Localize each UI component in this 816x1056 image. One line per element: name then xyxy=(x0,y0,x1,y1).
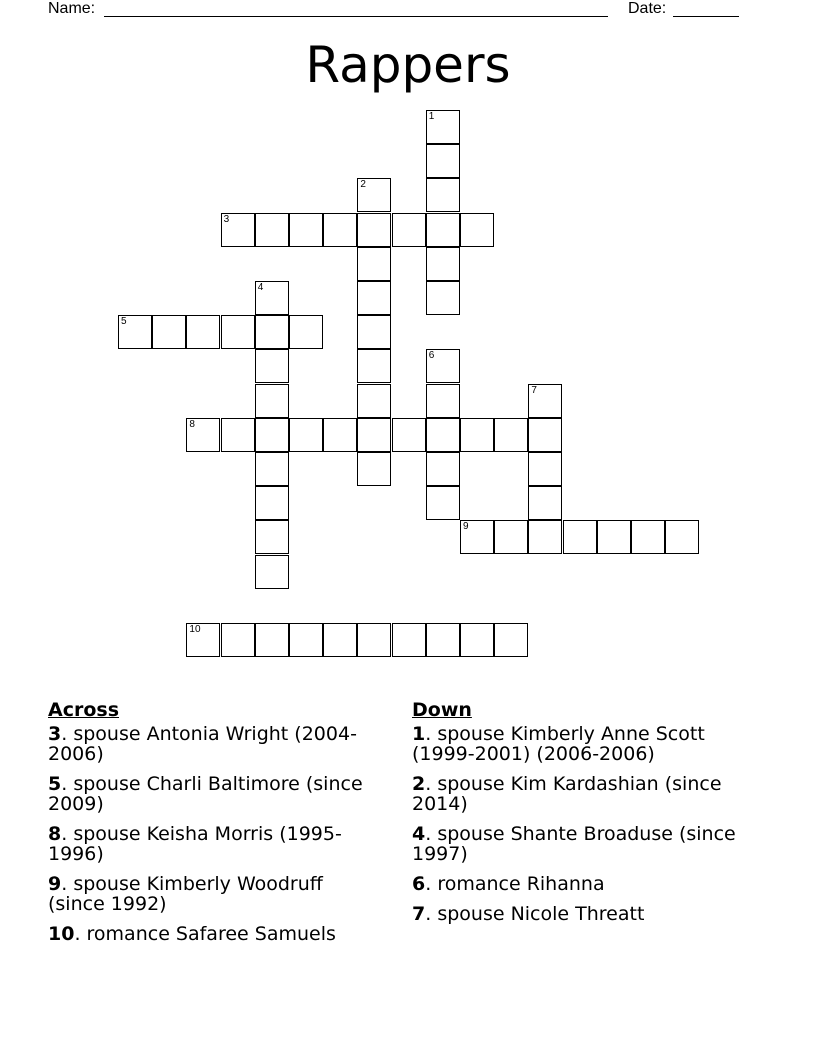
grid-cell[interactable] xyxy=(528,520,562,554)
grid-cell[interactable] xyxy=(255,486,289,520)
clue-number: 3 xyxy=(223,213,230,225)
down-clues xyxy=(412,700,752,934)
clue-number: 4 xyxy=(257,282,264,293)
clue-number: 2 xyxy=(360,179,366,191)
grid-cell[interactable] xyxy=(528,452,562,486)
clue-item-number: 7 xyxy=(412,903,426,925)
grid-cell[interactable] xyxy=(597,520,631,554)
grid-cell[interactable] xyxy=(357,623,391,657)
grid-cell[interactable] xyxy=(255,281,289,315)
grid-cell[interactable] xyxy=(460,520,494,554)
grid-cell[interactable] xyxy=(289,418,323,452)
grid-cell[interactable] xyxy=(289,315,323,349)
grid-cell[interactable] xyxy=(255,384,289,418)
grid-cell[interactable] xyxy=(118,315,152,349)
grid-cell[interactable] xyxy=(255,213,289,247)
grid-cell[interactable] xyxy=(186,623,220,657)
grid-cell[interactable] xyxy=(392,623,426,657)
clue-item-number: 4 xyxy=(412,823,426,845)
clue-item-number: 1 xyxy=(412,723,426,745)
clue-item-number: 6 xyxy=(412,873,426,895)
clue-number: 1 xyxy=(428,111,435,122)
grid-cell[interactable] xyxy=(357,349,391,383)
clue-item-text: . spouse Kimberly Anne Scott (1999-2001) (2006-2006) xyxy=(412,723,705,765)
grid-cell[interactable] xyxy=(426,144,460,178)
clue-number: 5 xyxy=(121,316,127,328)
grid-cell[interactable] xyxy=(426,486,460,520)
clue-item-text: . spouse Antonia Wright (2004-2006) xyxy=(48,723,357,765)
grid-cell[interactable] xyxy=(357,418,391,452)
clue-item xyxy=(48,824,378,864)
clue-item xyxy=(412,724,752,764)
grid-cell[interactable] xyxy=(460,213,494,247)
clue-item-text: . romance Rihanna xyxy=(425,873,605,895)
grid-cell[interactable] xyxy=(494,520,528,554)
clue-number: 8 xyxy=(189,418,195,430)
clue-item xyxy=(412,874,752,894)
across-clues xyxy=(48,700,378,954)
grid-cell[interactable] xyxy=(426,623,460,657)
clue-item xyxy=(48,774,378,814)
grid-cell[interactable] xyxy=(426,178,460,212)
grid-cell[interactable] xyxy=(665,520,699,554)
grid-cell[interactable] xyxy=(426,110,460,144)
clue-item-number: 5 xyxy=(48,773,62,795)
grid-cell[interactable] xyxy=(528,418,562,452)
clue-item xyxy=(412,824,752,864)
grid-cell[interactable] xyxy=(289,213,323,247)
clue-item-text: . spouse Kim Kardashian (since 2014) xyxy=(412,773,722,815)
name-label: Name: xyxy=(48,0,96,17)
grid-cell[interactable] xyxy=(255,452,289,486)
clue-item-text: . spouse Kimberly Woodruff (since 1992) xyxy=(48,873,323,915)
clue-item xyxy=(48,924,378,944)
grid-cell[interactable] xyxy=(357,281,391,315)
grid-cell[interactable] xyxy=(357,247,391,281)
clue-item-number: 10 xyxy=(48,923,75,945)
clue-item-text: . spouse Keisha Morris (1995-1996) xyxy=(48,823,342,865)
grid-cell[interactable] xyxy=(460,418,494,452)
grid-cell[interactable] xyxy=(426,452,460,486)
grid-cell[interactable] xyxy=(528,384,562,418)
grid-cell[interactable] xyxy=(255,349,289,383)
clue-number: 9 xyxy=(463,521,469,533)
grid-cell[interactable] xyxy=(323,213,357,247)
grid-cell[interactable] xyxy=(357,213,391,247)
clue-item xyxy=(48,724,378,764)
clue-item xyxy=(412,904,752,924)
grid-cell[interactable] xyxy=(255,623,289,657)
grid-cell[interactable] xyxy=(426,281,460,315)
clue-item-text: . spouse Nicole Threatt xyxy=(425,903,645,925)
puzzle-title: Rappers xyxy=(305,36,511,94)
grid-cell[interactable] xyxy=(323,623,357,657)
grid-cell[interactable] xyxy=(255,418,289,452)
grid-cell[interactable] xyxy=(221,623,255,657)
grid-cell[interactable] xyxy=(357,452,391,486)
grid-cell[interactable] xyxy=(221,418,255,452)
date-label: Date: xyxy=(628,0,667,17)
clue-item-number: 9 xyxy=(48,873,62,895)
grid-cell[interactable] xyxy=(392,213,426,247)
grid-cell[interactable] xyxy=(289,623,323,657)
grid-cell[interactable] xyxy=(426,384,460,418)
across-heading: Across xyxy=(48,699,120,721)
grid-cell[interactable] xyxy=(221,213,255,247)
grid-cell[interactable] xyxy=(426,213,460,247)
grid-cell[interactable] xyxy=(528,486,562,520)
grid-cell[interactable] xyxy=(426,247,460,281)
clue-item-text: . spouse Charli Baltimore (since 2009) xyxy=(48,773,363,815)
grid-cell[interactable] xyxy=(631,520,665,554)
clue-item-text: . spouse Shante Broaduse (since 1997) xyxy=(412,823,736,865)
grid-cell[interactable] xyxy=(152,315,186,349)
grid-cell[interactable] xyxy=(255,520,289,554)
grid-cell[interactable] xyxy=(357,384,391,418)
grid-cell[interactable] xyxy=(255,315,289,349)
grid-cell[interactable] xyxy=(460,623,494,657)
grid-cell[interactable] xyxy=(494,418,528,452)
grid-cell[interactable] xyxy=(323,418,357,452)
grid-cell[interactable] xyxy=(494,623,528,657)
clue-item xyxy=(48,874,378,914)
clue-item-number: 3 xyxy=(48,723,62,745)
grid-cell[interactable] xyxy=(563,520,597,554)
grid-cell[interactable] xyxy=(357,178,391,212)
clue-item-text: . romance Safaree Samuels xyxy=(74,923,336,945)
clue-item-number: 8 xyxy=(48,823,62,845)
grid-cell[interactable] xyxy=(426,349,460,383)
grid-cell[interactable] xyxy=(392,418,426,452)
grid-cell[interactable] xyxy=(186,315,220,349)
clue-number: 7 xyxy=(531,384,537,396)
clue-number: 10 xyxy=(189,624,201,635)
grid-cell[interactable] xyxy=(221,315,255,349)
clue-number: 6 xyxy=(428,350,435,362)
clue-item-number: 2 xyxy=(412,773,426,795)
down-heading: Down xyxy=(412,699,472,721)
grid-cell[interactable] xyxy=(255,555,289,589)
grid-cell[interactable] xyxy=(426,418,460,452)
clue-item xyxy=(412,774,752,814)
grid-cell[interactable] xyxy=(186,418,220,452)
grid-cell[interactable] xyxy=(357,315,391,349)
